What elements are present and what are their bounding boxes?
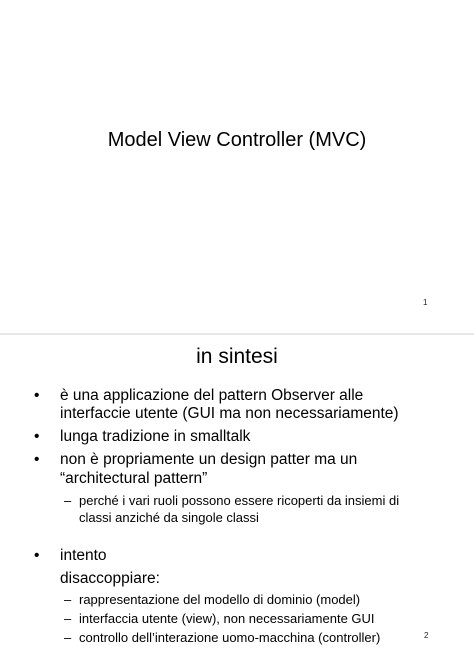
slide-divider bbox=[0, 333, 474, 335]
slide-1-title: Model View Controller (MVC) bbox=[107, 129, 367, 151]
slide-2-page-number: 2 bbox=[424, 631, 429, 640]
slide-1-page-number: 1 bbox=[423, 298, 428, 307]
intento-subheading: disaccoppiare: bbox=[60, 570, 160, 587]
bullet-text: è una applicazione del pattern Observer alle bbox=[60, 387, 364, 404]
bullet-text: intento bbox=[60, 547, 107, 564]
bullet-marker: • bbox=[34, 547, 40, 564]
sub-bullet-text: classi anziché da singole classi bbox=[79, 510, 259, 525]
sub-bullet-text: perché i vari ruoli possono essere ricoperti da insiemi di bbox=[79, 493, 400, 508]
sub-bullet-marker: – bbox=[64, 611, 72, 626]
bullet-marker: • bbox=[34, 428, 40, 445]
sub-bullet-marker: – bbox=[64, 592, 72, 607]
bullet-text: lunga tradizione in smalltalk bbox=[60, 428, 251, 445]
bullet-text: interfaccie utente (GUI ma non necessariamente) bbox=[60, 405, 399, 422]
sub-bullet-marker: – bbox=[64, 630, 72, 645]
bullet-marker: • bbox=[34, 451, 40, 468]
sub-bullet-marker: – bbox=[64, 493, 72, 508]
sub-bullet-text: interfaccia utente (view), non necessariamente GUI bbox=[79, 611, 375, 626]
slide-2 bbox=[0, 336, 474, 670]
sub-bullet-text: rappresentazione del modello di dominio (model) bbox=[79, 592, 361, 607]
bullet-text: non è propriamente un design patter ma un bbox=[60, 451, 358, 468]
sub-bullet-text: controllo dell’interazione uomo-macchina (controller) bbox=[79, 630, 381, 645]
slide-1 bbox=[0, 0, 474, 334]
bullet-text: “architectural pattern” bbox=[60, 470, 208, 487]
slide-2-title: in sintesi bbox=[196, 345, 278, 368]
bullet-marker: • bbox=[34, 387, 40, 404]
